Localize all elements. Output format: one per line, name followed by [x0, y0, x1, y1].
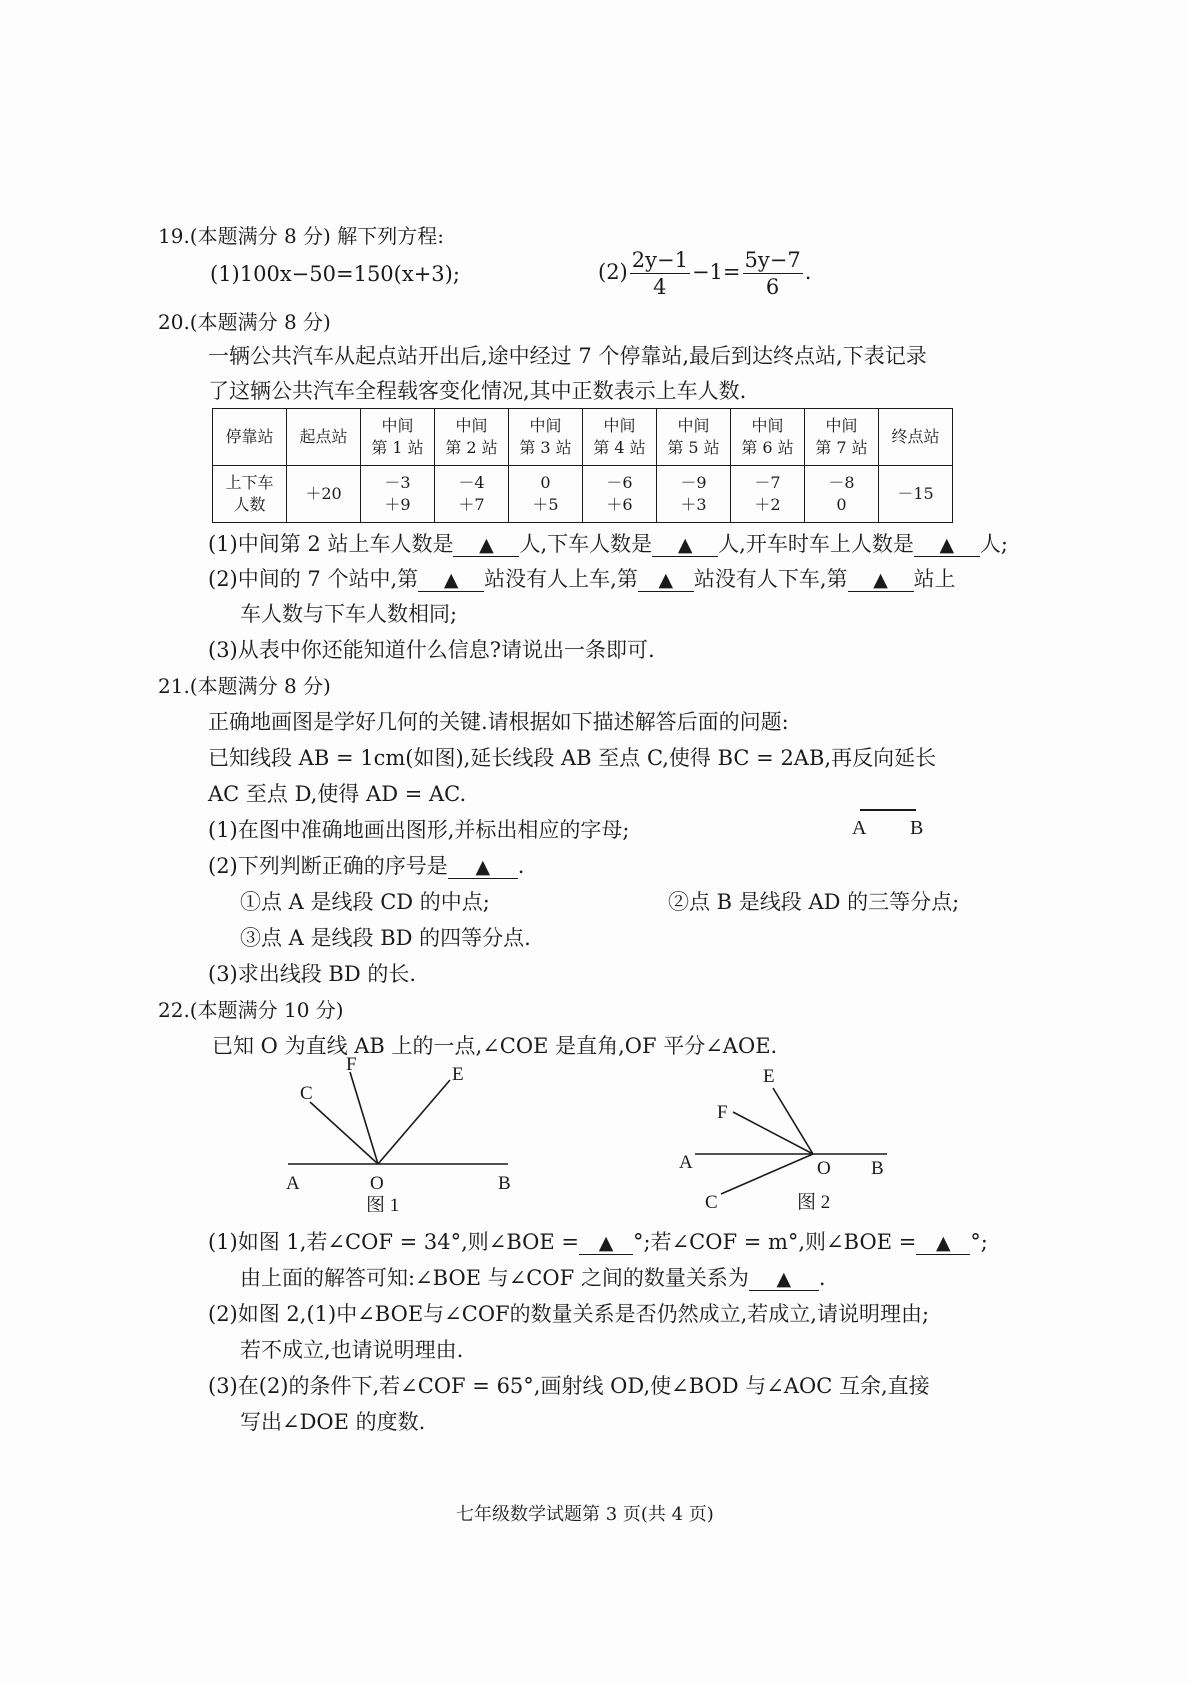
q22-sub1	[208, 1226, 988, 1256]
q22-sub1-text-a: (1)如图 1,若∠COF = 34°,则∠BOE =	[208, 1230, 579, 1254]
q20-text-line1: 一辆公共汽车从起点站开出后,途中经过 7 个停靠站,最后到达终点站,下表记录	[208, 344, 927, 368]
fig1-label-b: B	[498, 1173, 511, 1194]
table-cell: －3 ＋9	[361, 466, 435, 523]
q20-sub1-text-c: 人,开车时车上人数是	[718, 532, 914, 556]
table-row	[213, 466, 953, 523]
angle-figure-2	[665, 1048, 925, 1213]
q22-sub2-line1: (2)如图 2,(1)中∠BOE与∠COF的数量关系是否仍然成立,若成立,请说明理由;	[208, 1302, 930, 1326]
q22-sub1-text-c: °;	[970, 1230, 988, 1254]
q21-sub1: (1)在图中准确地画出图形,并标出相应的字母;	[208, 818, 630, 842]
answer-blank[interactable]: ▲	[652, 534, 718, 557]
q22-given: 已知 O 为直线 AB 上的一点,∠COE 是直角,OF 平分∠AOE.	[212, 1034, 778, 1058]
ray-oc	[721, 1154, 813, 1194]
q19-fraction-1-numerator: 2y−1	[631, 248, 688, 272]
fig1-caption: 图 1	[366, 1195, 400, 1212]
angle-figure-1	[270, 1052, 530, 1212]
answer-blank[interactable]: ▲	[749, 1268, 819, 1291]
q21-heading: 21.(本题满分 8 分)	[158, 674, 331, 698]
table-cell: 0 ＋5	[509, 466, 583, 523]
answer-blank[interactable]: ▲	[638, 569, 694, 592]
table-header-cell: 停靠站	[213, 409, 287, 466]
q22-heading: 22.(本题满分 10 分)	[158, 998, 344, 1022]
q20-sub3: (3)从表中你还能知道什么信息?请说出一条即可.	[208, 638, 655, 662]
q20-sub2-text-c: 站没有人下车,第	[693, 567, 848, 591]
q19-fraction-2	[743, 247, 803, 300]
q20-sub1-text-b: 人,下车人数是	[519, 532, 653, 556]
table-header-cell: 中间 第 1 站	[361, 409, 435, 466]
q20-text-line2: 了这辆公共汽车全程载客变化情况,其中正数表示上车人数.	[208, 379, 747, 403]
q19-part1: (1)100x−50=150(x+3);	[210, 262, 460, 286]
table-cell: ＋20	[287, 466, 361, 523]
table-header-cell: 中间 第 5 站	[657, 409, 731, 466]
q19-fraction-1-denominator: 4	[653, 275, 667, 299]
fig1-label-a: A	[286, 1173, 300, 1194]
fig2-label-e: E	[763, 1066, 775, 1087]
q21-option-2: ②点 B 是线段 AD 的三等分点;	[668, 890, 960, 914]
q19-part2	[598, 247, 811, 300]
ray-oe	[378, 1080, 450, 1164]
q20-heading: 20.(本题满分 8 分)	[158, 310, 331, 334]
point-a-label: A	[852, 817, 867, 839]
fig2-label-b: B	[871, 1158, 884, 1179]
q22-sub3-line2: 写出∠DOE 的度数.	[240, 1410, 426, 1434]
fig2-label-a: A	[679, 1152, 693, 1173]
answer-blank[interactable]: ▲	[848, 569, 914, 592]
table-cell: －4 ＋7	[435, 466, 509, 523]
q20-sub1	[208, 528, 1008, 558]
fig1-label-c: C	[300, 1083, 313, 1104]
table-row-label: 上下车 人数	[213, 466, 287, 523]
table-cell: －8 0	[805, 466, 879, 523]
answer-blank[interactable]: ▲	[418, 569, 484, 592]
q19-heading: 19.(本题满分 8 分) 解下列方程:	[158, 224, 444, 248]
q20-sub2-line2: 车人数与下车人数相同;	[240, 602, 458, 626]
answer-blank[interactable]: ▲	[579, 1232, 633, 1255]
table-header-cell: 起点站	[287, 409, 361, 466]
q21-given-line1: 已知线段 AB = 1cm(如图),延长线段 AB 至点 C,使得 BC = 2AB,再反向延长	[208, 746, 937, 770]
q19-part2-prefix: (2)	[598, 260, 628, 284]
table-cell: －6 ＋6	[583, 466, 657, 523]
q22-sub3-line1: (3)在(2)的条件下,若∠COF = 65°,画射线 OD,使∠BOD 与∠AOC 互余,直接	[208, 1374, 930, 1398]
q21-sub2-text: (2)下列判断正确的序号是	[208, 854, 448, 878]
table-header-cell: 中间 第 3 站	[509, 409, 583, 466]
fig2-label-f: F	[717, 1102, 728, 1123]
fig2-label-o: O	[817, 1158, 831, 1179]
q21-sub2	[208, 850, 524, 880]
q21-intro: 正确地画图是学好几何的关键.请根据如下描述解答后面的问题:	[208, 710, 789, 734]
answer-blank[interactable]: ▲	[448, 856, 518, 879]
answer-blank[interactable]: ▲	[453, 534, 519, 557]
q19-part2-end: .	[804, 260, 812, 284]
q20-sub1-text-a: (1)中间第 2 站上车人数是	[208, 532, 454, 556]
q19-part2-middle: −1=	[691, 260, 741, 284]
q20-sub2-text-d: 站上	[913, 567, 956, 591]
bus-passenger-table	[212, 408, 953, 523]
q21-sub2-end: .	[517, 854, 525, 878]
table-cell: －15	[879, 466, 953, 523]
answer-blank[interactable]: ▲	[916, 1232, 970, 1255]
q19-fraction-2-denominator: 6	[765, 275, 780, 299]
q21-option-1: ①点 A 是线段 CD 的中点;	[240, 890, 490, 914]
segment-ab-figure	[848, 800, 928, 840]
fig2-caption: 图 2	[797, 1192, 831, 1213]
table-header-cell: 中间 第 2 站	[435, 409, 509, 466]
q22-sub1-line2-end: .	[818, 1266, 826, 1290]
q20-sub2-text-a: (2)中间的 7 个站中,第	[208, 567, 419, 591]
q19-fraction-1	[630, 247, 690, 300]
answer-blank[interactable]: ▲	[914, 534, 980, 557]
table-header-cell: 中间 第 7 站	[805, 409, 879, 466]
q20-sub2-text-b: 站没有人上车,第	[484, 567, 638, 591]
q20-sub2	[208, 563, 956, 593]
fig1-label-f: F	[346, 1054, 357, 1075]
table-header-cell: 终点站	[879, 409, 953, 466]
point-b-label: B	[910, 817, 924, 839]
fig1-label-e: E	[452, 1064, 464, 1085]
table-header-row	[213, 409, 953, 466]
table-header-cell: 中间 第 6 站	[731, 409, 805, 466]
table-cell: －9 ＋3	[657, 466, 731, 523]
q22-sub2-line2: 若不成立,也请说明理由.	[240, 1338, 464, 1362]
q19-fraction-2-numerator: 5y−7	[744, 248, 801, 272]
q22-sub1-text-b: °;若∠COF = m°,则∠BOE =	[633, 1230, 917, 1254]
q21-sub3: (3)求出线段 BD 的长.	[208, 962, 417, 986]
fig2-label-c: C	[705, 1192, 718, 1213]
q20-sub1-text-d: 人;	[979, 532, 1008, 556]
q22-sub1-line2-text: 由上面的解答可知:∠BOE 与∠COF 之间的数量关系为	[240, 1266, 749, 1290]
fig1-label-o: O	[370, 1173, 384, 1194]
table-cell: －7 ＋2	[731, 466, 805, 523]
q22-sub1-line2	[240, 1262, 826, 1292]
table-header-cell: 中间 第 4 站	[583, 409, 657, 466]
q21-option-3: ③点 A 是线段 BD 的四等分点.	[240, 926, 531, 950]
q21-given-line2: AC 至点 D,使得 AD = AC.	[208, 782, 467, 806]
page-footer: 七年级数学试题第 3 页(共 4 页)	[456, 1504, 714, 1525]
